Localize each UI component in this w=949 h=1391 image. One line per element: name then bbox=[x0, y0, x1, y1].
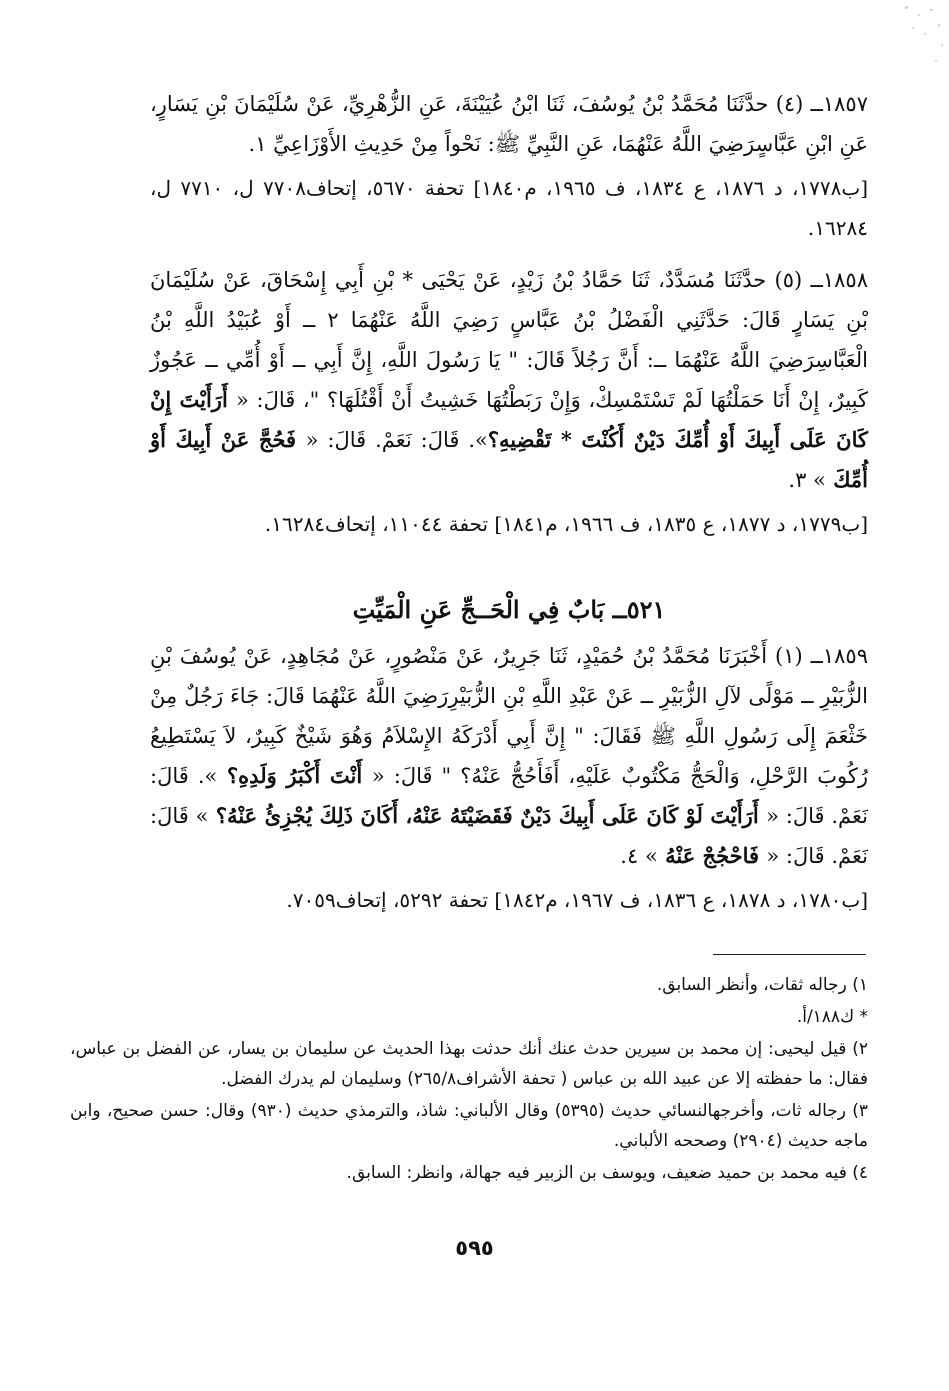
scan-speck bbox=[938, 24, 940, 27]
scan-speck bbox=[941, 44, 943, 46]
hadith-1859-bold-1: أَنْتَ أَكْبَرُ وَلَدِهِ؟ bbox=[217, 763, 372, 788]
hadith-1858 bbox=[150, 260, 868, 500]
main-text bbox=[150, 84, 868, 924]
hadith-1857 bbox=[150, 84, 868, 164]
hadith-1857-text: ١٨٥٧ــ (٤) حدَّثَنَا مُحَمَّدُ بْنُ يُوسُفَ، ثَنَا ابْنُ عُيَيْنَةَ، عَنِ الزُّهْرِيِّ، عَنْ سُلَيْمَانَ بْنِ يَسَارٍ، عَنِ ابْنِ عَبَّاسٍرَضِيَ اللَّهُ عَنْهُمَا، عَنِ النَّبِيِّ ﷺ: نَحْواً مِنْ حَدِيثِ الأَوْزَاعِيِّ ١. bbox=[150, 92, 868, 156]
hadith-1858-references: [ب١٧٧٩، د ١٨٧٧، ع ١٨٣٥، ف ١٩٦٦، م١٨٤١] تحفة ١١٠٤٤، إتحاف١٦٢٨٤. bbox=[264, 512, 868, 536]
hadith-1858-bold-1: أَرَأَيْتَ إِنْ كَانَ عَلَى أَبِيكَ أَوْ أُمِّكَ دَيْنٌ أَكُنْتَ * تَقْضِيهِ؟ bbox=[150, 387, 868, 452]
hadith-1859-text-4: » ٤. bbox=[620, 844, 658, 868]
scan-speck bbox=[912, 27, 914, 29]
hadith-1858-text-2: ». قَالَ: نَعَمْ. قَالَ: « bbox=[305, 428, 488, 452]
footnotes bbox=[70, 970, 868, 1190]
footnote-2: ٢) قيل ليحيى: إن محمد بن سيرين حدث عنك أنك حدثت بهذا الحديث عن سليمان بن يسار، عن الفضل بن عباس، فقال: ما حفظته إلا عن عبيد الله بن عباس ( تحفة الأشراف٢٦٥/٨) وسليمان لم يدرك الفضل. bbox=[70, 1039, 868, 1089]
scan-speck bbox=[930, 9, 933, 11]
chapter-title: ٥٢١ــ بَابٌ فِي الْحَــجِّ عَنِ الْمَيِّتِ bbox=[352, 595, 666, 624]
scan-speck bbox=[924, 33, 926, 35]
scan-speck bbox=[935, 60, 937, 62]
footnote-separator bbox=[713, 954, 866, 955]
hadith-1858-bold-2: فَحُجَّ عَنْ أَبِيكَ أَوْ أُمِّكَ bbox=[150, 427, 868, 492]
hadith-1859-bold-3: فَاحْجُجْ عَنْهُ bbox=[657, 843, 767, 868]
hadith-1859 bbox=[150, 636, 868, 876]
page-number: ٥٩٥ bbox=[455, 1236, 494, 1260]
footnote-manuscript-marker: * ك١٨٨/أ. bbox=[796, 1007, 868, 1027]
hadith-1859-text-2: ». قَالَ: نَعَمْ. قَالَ: « bbox=[150, 764, 868, 828]
footnote-3: ٣) رجاله ثات، وأخرجهالنسائي حديث (٥٣٩٥) وقال الألباني: شاذ، والترمذي حديث (٩٣٠) وقال: حسن صحيح، وابن ماجه حديث (٢٩٠٤) وصححه الألباني. bbox=[70, 1101, 869, 1151]
hadith-1858-text-3: » ٣. bbox=[788, 468, 826, 492]
hadith-1857-references: [ب١٧٧٨، د ١٨٧٦، ع ١٨٣٤، ف ١٩٦٥، م١٨٤٠] تحفة ٥٦٧٠، إتحاف٧٧٠٨ ل، ٧٧١٠ ل، ١٦٢٨٤. bbox=[150, 176, 869, 240]
footnote-4: ٤) فيه محمد بن حميد ضعيف، ويوسف بن الزبير فيه جهالة، وانظر: السابق. bbox=[346, 1163, 868, 1183]
hadith-1859-text: ١٨٥٩ــ (١) أَخْبَرَنَا مُحَمَّدُ بْنُ حُمَيْدٍ، ثَنَا جَرِيرٌ، عَنْ مَنْصُورٍ، عَنْ مُجَاهِدٍ، عَنْ يُوسُفَ بْنِ الزُّبَيْرِ ــ مَوْلًى لآلِ الزُّبَيْرِ ــ عَنْ عَبْدِ اللَّهِ بْنِ الزُّبَيْرِرَضِيَ اللَّهُ عَنْهُمَا قَالَ: جَاءَ رَجُلٌ مِنْ خَثْعَمَ إِلَى رَسُولِ اللَّهِ ﷺ فَقَالَ: " إِنَّ أَبِي أَدْرَكَهُ الإِسْلاَمُ وَهُوَ شَيْخٌ كَبِيرٌ، لاَ يَسْتَطِيعُ رُكُوبَ الرَّحْلِ، وَالْحَجُّ مَكْتُوبٌ عَلَيْهِ، أَفَأَحُجُّ عَنْهُ؟ " قَالَ: « bbox=[150, 644, 868, 788]
hadith-1859-references: [ب١٧٨٠، د ١٨٧٨، ع ١٨٣٦، ف ١٩٦٧، م١٨٤٢] تحفة ٥٢٩٢، إتحاف٧٠٥٩. bbox=[286, 888, 868, 912]
hadith-1859-text-3: » قَالَ: نَعَمْ. قَالَ: « bbox=[150, 804, 868, 868]
scan-speck bbox=[918, 14, 920, 16]
scan-speck bbox=[905, 6, 908, 9]
hadith-1858-text: ١٨٥٨ــ (٥) حدَّثَنَا مُسَدَّدٌ، ثَنَا حَمَّادُ بْنُ زَيْدٍ، عَنْ يَحْيَى * بْنِ أَبِي إِسْحَاقَ، عَنْ سُلَيْمَانَ بْنِ يَسَارٍ قَالَ: حَدَّثَنِي الْفَضْلُ بْنُ عَبَّاسٍ رَضِيَ اللَّهُ عَنْهُمَا ٢ ــ أَوْ عُبَيْدُ اللَّهِ بْنُ الْعَبَّاسِرَضِيَ اللَّهُ عَنْهُمَا ــ: أَنَّ رَجُلاً قَالَ: " يَا رَسُولَ اللَّهِ، إِنَّ أَبِي ــ أَوْ أُمِّي ــ عَجُوزٌ كَبِيرٌ، إِنْ أَنَا حَمَلْتُهَا لَمْ تَسْتَمْسِكْ، وَإِنْ رَبَطْتُهَا خَشِيتُ أَنْ أَقْتُلَهَا؟ "، قَالَ: « bbox=[150, 268, 868, 412]
hadith-1859-bold-2: أَرَأَيْتَ لَوْ كَانَ عَلَى أَبِيكَ دَيْنٌ فَقَضَيْتَهُ عَنْهُ، أَكَانَ ذَلِكَ يُجْزِئُ عَنْهُ؟ bbox=[208, 803, 767, 828]
footnote-1: ١) رجاله ثقات، وأنظر السابق. bbox=[656, 975, 868, 995]
